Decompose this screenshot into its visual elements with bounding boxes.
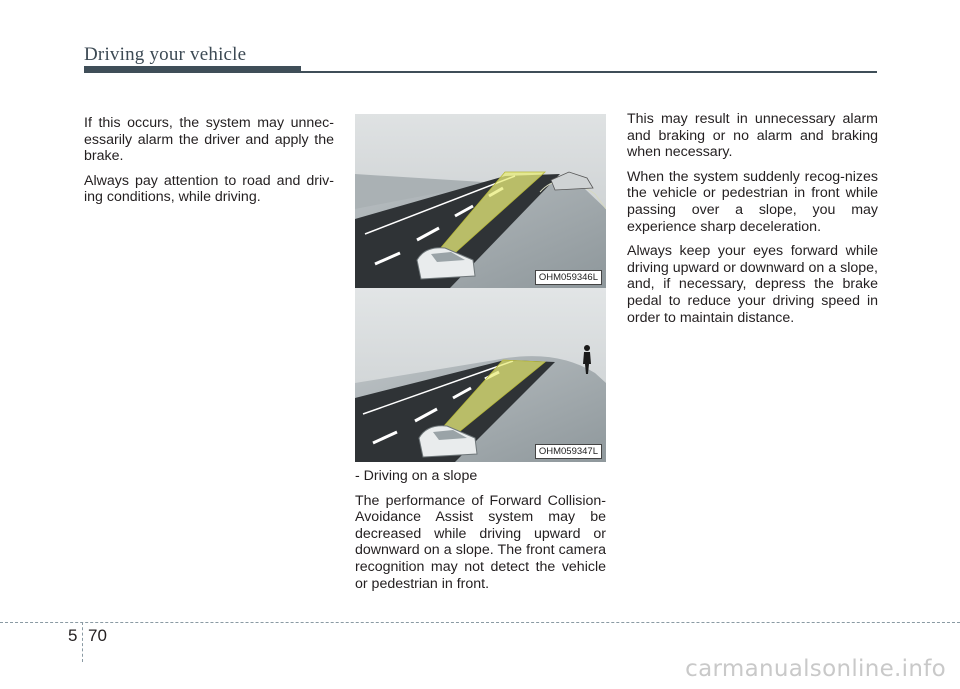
chapter-number: 5: [68, 626, 78, 645]
paragraph: If this occurs, the system may unnec-essarily alarm the driver and apply the brake.: [84, 115, 334, 165]
uphill-vehicle-illustration: [355, 114, 606, 288]
page-header-title: Driving your vehicle: [84, 44, 247, 65]
page-number: 70: [88, 626, 107, 645]
paragraph: The performance of Forward Collision-Avoidance Assist system may be decreased while driving upward or downward on a slope. The front camera recognition may not detect the vehicle or pedestrian in front.: [355, 492, 606, 592]
subheading-slope: - Driving on a slope: [355, 468, 478, 484]
header-rule-accent: [84, 66, 301, 73]
figure-uphill-pedestrian: [355, 288, 606, 462]
right-column: [627, 111, 878, 334]
left-column: [84, 115, 334, 214]
watermark: carmanualsonline.info: [685, 656, 946, 682]
paragraph: Always pay attention to road and driv-ing conditions, while driving.: [84, 172, 334, 206]
paragraph: When the system suddenly recog-nizes the vehicle or pedestrian in front while passing over a slope, you may experience sharp deceleration.: [627, 168, 878, 235]
paragraph: This may result in unnecessary alarm and braking or no alarm and braking when necessary.: [627, 111, 878, 161]
uphill-pedestrian-illustration: [355, 288, 606, 462]
footer-divider: [82, 622, 83, 662]
header-rule-line: [301, 71, 877, 73]
figure-uphill-vehicle: [355, 114, 606, 288]
footer-rule: [0, 622, 960, 623]
figure-code-label: OHM059346L: [535, 270, 602, 285]
figure-code-label: OHM059347L: [535, 444, 602, 459]
middle-column: [355, 468, 606, 600]
paragraph: Always keep your eyes forward while driving upward or downward on a slope, and, if necessary, depress the brake pedal to reduce your driving speed in order to maintain distance.: [627, 243, 878, 326]
